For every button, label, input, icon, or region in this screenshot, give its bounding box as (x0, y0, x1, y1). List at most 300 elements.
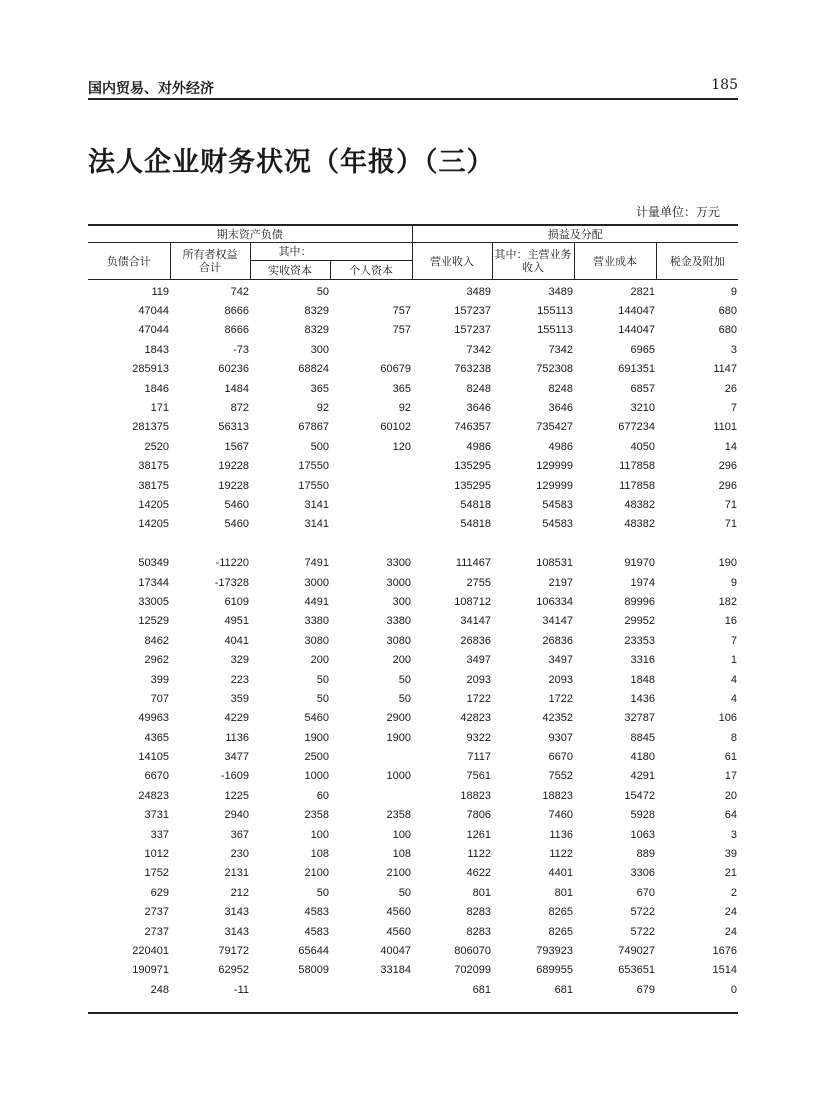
cell-main-revenue: 7342 (548, 343, 573, 356)
cell-personal (330, 786, 412, 805)
cell-paid-in: 500 (310, 440, 329, 453)
cell-main-revenue: 155113 (537, 324, 573, 337)
cell-taxes: 7 (730, 402, 737, 415)
cell-owners-equity: 223 (230, 673, 249, 686)
cell-revenue: 157237 (454, 305, 491, 318)
table-row (88, 280, 738, 302)
cell-taxes: 71 (724, 498, 737, 511)
cell-op-cost: 5928 (630, 809, 655, 822)
cell-taxes: 182 (718, 595, 737, 608)
cell-paid-in: 1900 (304, 731, 329, 744)
cell-main-revenue: 54583 (542, 518, 573, 531)
cell-paid-in: 67867 (298, 421, 329, 434)
table-row (88, 592, 738, 611)
main-revenue-label: 其中：主营业务收入 (494, 248, 572, 274)
cell-taxes: 61 (724, 751, 737, 764)
cell-taxes (656, 534, 738, 553)
cell-paid-in: 50 (316, 673, 329, 686)
cell-personal (330, 747, 412, 766)
cell-paid-in: 3141 (304, 518, 329, 531)
cell-paid-in: 60 (316, 789, 329, 802)
cell-owners-equity: 6109 (224, 595, 249, 608)
cell-liabilities: 12529 (138, 615, 169, 628)
cell-paid-in: 17550 (298, 479, 329, 492)
cell-paid-in: 7491 (304, 557, 329, 570)
cell-revenue: 3497 (466, 654, 491, 667)
cell-revenue: 3646 (466, 402, 491, 415)
cell-taxes: 4 (730, 692, 737, 705)
cell-paid-in: 300 (310, 343, 329, 356)
cell-taxes: 680 (718, 305, 737, 318)
table-row (88, 883, 738, 902)
cell-personal: 108 (392, 848, 411, 861)
table-body (88, 280, 738, 1000)
table-row (88, 922, 738, 941)
cell-personal: 50 (398, 673, 411, 686)
cell-revenue (412, 534, 492, 553)
cell-main-revenue: 106334 (536, 595, 573, 608)
cell-taxes: 2 (730, 886, 737, 899)
cell-taxes: 21 (724, 867, 737, 880)
cell-paid-in: 2358 (304, 809, 329, 822)
table-row (88, 379, 738, 398)
cell-personal: 3300 (386, 557, 411, 570)
cell-liabilities: 50349 (138, 557, 169, 570)
cell-main-revenue: 793923 (536, 944, 573, 957)
cell-owners-equity: 2131 (224, 867, 249, 880)
cell-owners-equity: 3143 (224, 906, 249, 919)
cell-main-revenue: 689955 (536, 964, 573, 977)
cell-revenue: 108712 (454, 595, 491, 608)
cell-personal: 2100 (386, 867, 411, 880)
cell-taxes: 1514 (712, 964, 737, 977)
cell-revenue: 7342 (466, 343, 491, 356)
table-row (88, 457, 738, 476)
col-header-paid-in: 实收资本 (268, 263, 312, 277)
cell-main-revenue: 8265 (548, 906, 573, 919)
cell-paid-in: 65644 (298, 944, 329, 957)
cell-owners-equity: 230 (230, 848, 249, 861)
cell-op-cost: 4050 (630, 440, 655, 453)
cell-taxes: 296 (718, 479, 737, 492)
cell-op-cost: 6965 (630, 343, 655, 356)
cell-revenue: 8283 (466, 925, 491, 938)
cell-owners-equity: 2940 (224, 809, 249, 822)
cell-liabilities: 190971 (132, 964, 169, 977)
table-row (88, 534, 738, 553)
cell-owners-equity: 19228 (218, 460, 249, 473)
cell-liabilities: 1843 (144, 343, 169, 356)
cell-revenue: 2093 (466, 673, 491, 686)
cell-paid-in (250, 534, 330, 553)
cell-main-revenue: 801 (554, 886, 573, 899)
cell-main-revenue: 7552 (548, 770, 573, 783)
cell-personal: 92 (398, 402, 411, 415)
cell-taxes: 1147 (713, 363, 737, 376)
cell-owners-equity: 56313 (218, 421, 249, 434)
cell-taxes: 9 (730, 285, 737, 298)
cell-op-cost: 749027 (618, 944, 655, 957)
table-row (88, 321, 738, 340)
table-row (88, 650, 738, 669)
table-row (88, 728, 738, 747)
cell-personal: 1900 (386, 731, 411, 744)
cell-revenue: 806070 (454, 944, 491, 957)
cell-liabilities: 248 (150, 983, 169, 996)
table-row (88, 941, 738, 960)
cell-taxes: 9 (730, 576, 737, 589)
cell-main-revenue (492, 534, 574, 553)
cell-taxes: 1101 (713, 421, 737, 434)
cell-liabilities: 2520 (144, 440, 169, 453)
cell-op-cost: 144047 (618, 324, 655, 337)
section-name: 国内贸易、对外经济 (88, 81, 214, 97)
cell-op-cost: 670 (636, 886, 655, 899)
cell-main-revenue: 681 (554, 983, 573, 996)
cell-main-revenue: 129999 (536, 460, 573, 473)
table-row (88, 903, 738, 922)
cell-taxes: 7 (730, 634, 737, 647)
cell-revenue: 18823 (460, 789, 491, 802)
cell-paid-in: 8329 (304, 324, 329, 337)
cell-revenue: 1122 (467, 848, 491, 861)
table-row (88, 398, 738, 417)
cell-paid-in: 4583 (304, 925, 329, 938)
cell-owners-equity: 79172 (218, 944, 249, 957)
cell-taxes: 24 (724, 925, 737, 938)
cell-revenue: 746357 (454, 421, 491, 434)
cell-taxes: 106 (718, 712, 737, 725)
cell-owners-equity: 8666 (224, 324, 249, 337)
table-row (88, 476, 738, 495)
table-row (88, 631, 738, 650)
cell-op-cost: 144047 (618, 305, 655, 318)
cell-taxes: 64 (724, 809, 737, 822)
cell-paid-in: 50 (316, 692, 329, 705)
cell-personal (330, 457, 412, 476)
cell-op-cost: 3210 (630, 402, 655, 415)
cell-revenue: 54818 (460, 498, 491, 511)
cell-main-revenue: 9307 (548, 731, 573, 744)
cell-personal: 4560 (386, 906, 411, 919)
cell-owners-equity: 359 (230, 692, 249, 705)
cell-personal: 2900 (386, 712, 411, 725)
cell-personal (330, 476, 412, 495)
cell-paid-in: 3380 (304, 615, 329, 628)
cell-op-cost: 15472 (624, 789, 655, 802)
cell-main-revenue: 1136 (549, 828, 573, 841)
cell-liabilities: 1012 (144, 848, 169, 861)
cell-op-cost: 1848 (630, 673, 655, 686)
cell-owners-equity: 367 (230, 828, 249, 841)
cell-personal: 60679 (380, 363, 411, 376)
cell-main-revenue: 155113 (537, 305, 573, 318)
table-row (88, 864, 738, 883)
table-row (88, 689, 738, 708)
cell-liabilities: 4365 (144, 731, 169, 744)
cell-owners-equity: 1136 (225, 731, 249, 744)
cell-main-revenue: 2197 (548, 576, 573, 589)
table-row (88, 747, 738, 766)
cell-taxes: 26 (724, 382, 737, 395)
cell-op-cost: 1063 (630, 828, 655, 841)
cell-paid-in: 5460 (304, 712, 329, 725)
cell-main-revenue: 3497 (548, 654, 573, 667)
cell-personal (330, 534, 412, 553)
cell-taxes: 8 (730, 731, 737, 744)
cell-main-revenue: 129999 (536, 479, 573, 492)
cell-op-cost: 6857 (630, 382, 655, 395)
cell-personal: 3380 (386, 615, 411, 628)
cell-op-cost: 3316 (630, 654, 655, 667)
cell-op-cost: 3306 (630, 867, 655, 880)
col-header-taxes: 税金及附加 (656, 243, 738, 280)
cell-liabilities: 629 (150, 886, 169, 899)
cell-op-cost: 2821 (630, 285, 655, 298)
cell-liabilities: 2962 (144, 654, 169, 667)
cell-paid-in (250, 980, 330, 999)
cell-revenue: 4622 (466, 867, 491, 880)
cell-paid-in: 3000 (304, 576, 329, 589)
cell-revenue: 7561 (466, 770, 491, 783)
cell-liabilities: 3731 (144, 809, 169, 822)
cell-taxes: 190 (718, 557, 737, 570)
cell-liabilities: 1846 (144, 382, 169, 395)
cell-liabilities: 49963 (138, 712, 169, 725)
cell-owners-equity: 3143 (224, 925, 249, 938)
cell-owners-equity: -17328 (214, 576, 249, 589)
cell-paid-in: 58009 (298, 964, 329, 977)
cell-main-revenue: 3489 (548, 285, 573, 298)
cell-op-cost: 117858 (619, 479, 655, 492)
cell-main-revenue: 4986 (548, 440, 573, 453)
table-row (88, 437, 738, 456)
cell-op-cost: 4180 (630, 751, 655, 764)
cell-op-cost: 48382 (624, 518, 655, 531)
table-row (88, 553, 738, 572)
cell-op-cost: 48382 (624, 498, 655, 511)
cell-main-revenue: 8248 (548, 382, 573, 395)
cell-revenue: 801 (472, 886, 491, 899)
table-row (88, 418, 738, 437)
cell-op-cost: 89996 (624, 595, 655, 608)
cell-revenue: 1261 (466, 828, 491, 841)
cell-main-revenue: 34147 (542, 615, 573, 628)
cell-taxes: 4 (730, 673, 737, 686)
cell-revenue: 54818 (460, 518, 491, 531)
cell-liabilities: 14205 (138, 498, 169, 511)
financial-table (88, 224, 738, 999)
table-row (88, 340, 738, 359)
cell-revenue: 4986 (466, 440, 491, 453)
cell-main-revenue: 3646 (548, 402, 573, 415)
table-row (88, 961, 738, 980)
cell-liabilities: 220401 (132, 944, 169, 957)
table-row (88, 515, 738, 534)
cell-owners-equity: -11 (233, 983, 249, 996)
cell-personal: 50 (398, 692, 411, 705)
cell-op-cost: 5722 (630, 925, 655, 938)
cell-revenue: 26836 (460, 634, 491, 647)
cell-op-cost: 691351 (618, 363, 655, 376)
cell-revenue: 111467 (455, 557, 491, 570)
cell-personal: 3080 (386, 634, 411, 647)
col-header-main-revenue (492, 243, 574, 280)
cell-taxes: 24 (724, 906, 737, 919)
cell-op-cost: 679 (636, 983, 655, 996)
cell-main-revenue: 42352 (542, 712, 573, 725)
col-header-personal: 个人资本 (330, 261, 412, 280)
cell-op-cost: 91970 (624, 557, 655, 570)
cell-personal: 757 (392, 324, 411, 337)
cell-paid-in: 3141 (304, 498, 329, 511)
cell-op-cost: 29952 (624, 615, 655, 628)
owners-equity-label: 所有者权益合计 (182, 248, 238, 274)
cell-liabilities: 33005 (138, 595, 169, 608)
cell-revenue: 1722 (466, 692, 491, 705)
cell-revenue: 681 (472, 983, 491, 996)
table-row (88, 573, 738, 592)
cell-personal (330, 280, 412, 302)
cell-revenue: 7806 (466, 809, 491, 822)
cell-paid-in: 8329 (304, 305, 329, 318)
cell-main-revenue: 4401 (548, 867, 573, 880)
cell-taxes: 17 (724, 770, 737, 783)
cell-owners-equity: 62952 (218, 964, 249, 977)
cell-owners-equity: 4951 (224, 615, 249, 628)
cell-paid-in: 50 (316, 285, 329, 298)
cell-op-cost: 889 (636, 848, 655, 861)
cell-personal: 365 (392, 382, 411, 395)
table-row (88, 670, 738, 689)
col-header-of-which: 其中： (250, 243, 412, 261)
cell-main-revenue: 6670 (548, 751, 573, 764)
table-row (88, 806, 738, 825)
cell-main-revenue: 26836 (542, 634, 573, 647)
cell-personal: 200 (392, 654, 411, 667)
cell-liabilities: 14205 (138, 518, 169, 531)
cell-owners-equity: 1225 (224, 789, 249, 802)
cell-taxes: 0 (730, 983, 737, 996)
cell-op-cost: 5722 (630, 906, 655, 919)
cell-liabilities: 2737 (144, 925, 169, 938)
cell-owners-equity: 5460 (224, 498, 249, 511)
table-row (88, 844, 738, 863)
cell-owners-equity: 60236 (218, 363, 249, 376)
cell-paid-in: 2100 (304, 867, 329, 880)
cell-owners-equity: -73 (233, 343, 249, 356)
cell-paid-in: 4491 (304, 595, 329, 608)
cell-personal (330, 340, 412, 359)
cell-owners-equity: 4229 (224, 712, 249, 725)
cell-owners-equity (170, 534, 250, 553)
cell-main-revenue: 7460 (548, 809, 573, 822)
cell-revenue: 34147 (460, 615, 491, 628)
cell-revenue: 763238 (454, 363, 491, 376)
cell-personal: 100 (392, 828, 411, 841)
cell-liabilities (88, 534, 170, 553)
cell-taxes: 296 (718, 460, 737, 473)
table-bottom-rule (88, 1012, 738, 1014)
cell-paid-in: 1000 (304, 770, 329, 783)
cell-liabilities: 47044 (138, 324, 169, 337)
cell-liabilities: 399 (150, 673, 169, 686)
table-header (88, 225, 738, 280)
cell-revenue: 7117 (467, 751, 491, 764)
cell-personal: 3000 (386, 576, 411, 589)
cell-paid-in: 4583 (304, 906, 329, 919)
cell-liabilities: 285913 (132, 363, 169, 376)
cell-owners-equity: 742 (230, 285, 249, 298)
cell-personal: 40047 (380, 944, 411, 957)
cell-op-cost: 677234 (618, 421, 655, 434)
cell-personal: 4560 (386, 925, 411, 938)
cell-liabilities: 2737 (144, 906, 169, 919)
cell-op-cost (574, 534, 656, 553)
table-row (88, 767, 738, 786)
cell-main-revenue: 735427 (536, 421, 573, 434)
cell-taxes: 1 (730, 654, 737, 667)
table-row (88, 612, 738, 631)
cell-op-cost: 32787 (624, 712, 655, 725)
cell-owners-equity: -11220 (215, 557, 249, 570)
cell-owners-equity: 19228 (218, 479, 249, 492)
cell-paid-in: 68824 (298, 363, 329, 376)
page-title: 法人企业财务状况（年报）（三） (88, 147, 495, 178)
cell-op-cost: 1974 (630, 576, 655, 589)
cell-revenue: 3489 (466, 285, 491, 298)
cell-revenue: 8248 (466, 382, 491, 395)
running-header (88, 76, 738, 100)
cell-paid-in: 108 (310, 848, 329, 861)
cell-owners-equity: 1484 (224, 382, 249, 395)
table-row (88, 301, 738, 320)
cell-owners-equity: 8666 (224, 305, 249, 318)
group-header-profit: 损益及分配 (412, 225, 738, 243)
cell-main-revenue: 1722 (548, 692, 573, 705)
cell-main-revenue: 752308 (536, 363, 573, 376)
cell-liabilities: 14105 (138, 751, 169, 764)
cell-op-cost: 23353 (624, 634, 655, 647)
cell-taxes: 71 (724, 518, 737, 531)
cell-owners-equity: 5460 (224, 518, 249, 531)
cell-paid-in: 17550 (298, 460, 329, 473)
cell-paid-in: 2500 (304, 751, 329, 764)
cell-personal (330, 980, 412, 999)
cell-personal: 50 (398, 886, 411, 899)
cell-liabilities: 6670 (144, 770, 169, 783)
cell-personal: 1000 (386, 770, 411, 783)
cell-liabilities: 281375 (132, 421, 169, 434)
cell-taxes: 14 (724, 440, 737, 453)
group-header-balance: 期末资产负债 (88, 225, 412, 243)
cell-revenue: 8283 (466, 906, 491, 919)
cell-liabilities: 119 (151, 285, 169, 298)
unit-note: 计量单位：万元 (635, 205, 720, 219)
cell-liabilities: 171 (150, 402, 169, 415)
cell-liabilities: 47044 (138, 305, 169, 318)
cell-paid-in: 365 (310, 382, 329, 395)
cell-owners-equity: 1567 (224, 440, 249, 453)
cell-personal: 757 (392, 305, 411, 318)
cell-personal: 300 (392, 595, 411, 608)
cell-main-revenue: 1122 (549, 848, 573, 861)
cell-liabilities: 8462 (144, 634, 169, 647)
cell-revenue: 9322 (466, 731, 491, 744)
col-header-owners-equity (170, 243, 250, 280)
cell-owners-equity: 212 (230, 886, 249, 899)
table-row (88, 786, 738, 805)
